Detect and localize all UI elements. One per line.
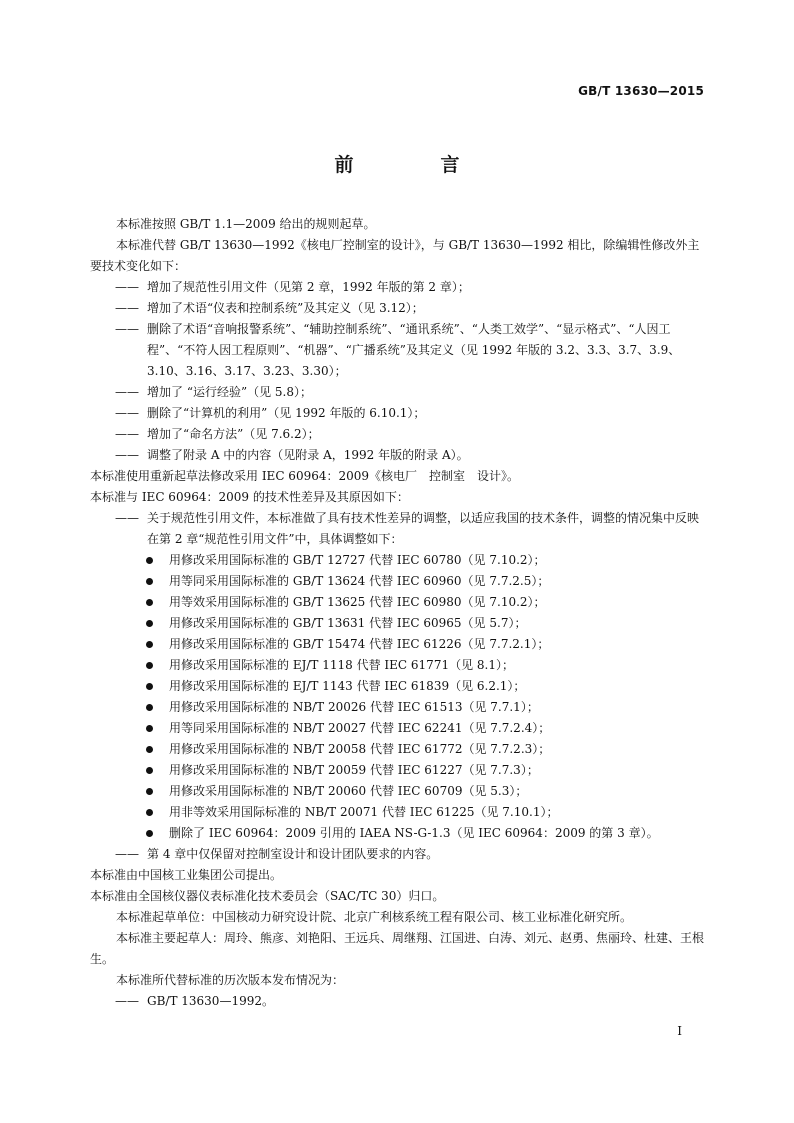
list-item (90, 823, 704, 844)
change-item (90, 424, 704, 445)
list-item-text: 用修改采用国际标准的 NB/T 20059 代替 IEC 61227（见 7.7.3）； (169, 763, 539, 777)
change-text: 增加了术语“仪表和控制系统”及其定义（见 3.12）； (147, 301, 424, 315)
change-text: 增加了 “运行经验”（见 5.8）； (147, 385, 312, 399)
difference-last-text: 第 4 章中仅保留对控制室设计和设计团队要求的内容。 (147, 847, 439, 861)
change-text: 增加了“命名方法”（见 7.6.2）； (147, 427, 320, 441)
change-text: 删除了“计算机的利用”（见 1992 年版的 6.10.1）； (147, 406, 426, 420)
bullet-icon (146, 620, 153, 627)
list-item-text: 用修改采用国际标准的 NB/T 20026 代替 IEC 61513（见 7.7.1）； (169, 700, 539, 714)
list-item (90, 760, 704, 781)
dash-mark: —— (115, 427, 139, 441)
bullet-icon (146, 662, 153, 669)
change-item (90, 445, 704, 466)
dash-mark: —— (115, 385, 139, 399)
dash-mark: —— (115, 280, 139, 294)
document-body (90, 214, 704, 1012)
list-item-text: 用修改采用国际标准的 GB/T 13631 代替 IEC 60965（见 5.7）； (169, 616, 527, 630)
list-item-text: 用修改采用国际标准的 GB/T 12727 代替 IEC 60780（见 7.10.2）； (169, 553, 546, 567)
difference-intro (90, 508, 704, 550)
page-title: 前 言 (334, 154, 494, 176)
bullet-icon (146, 725, 153, 732)
bullet-icon (146, 767, 153, 774)
list-item (90, 592, 704, 613)
paragraph-technical-differences: 本标准与 IEC 60964：2009 的技术性差异及其原因如下： (90, 490, 409, 504)
paragraph-committee: 本标准由全国核仪器仪表标准化技术委员会（SAC/TC 30）归口。 (90, 889, 445, 903)
bullet-icon (146, 683, 153, 690)
list-item (90, 571, 704, 592)
bullet-icon (146, 704, 153, 711)
list-item-text: 用修改采用国际标准的 NB/T 20060 代替 IEC 60709（见 5.3）； (169, 784, 528, 798)
dash-mark: —— (115, 322, 139, 336)
paragraph-drafters: 本标准主要起草人：周玲、熊彦、刘艳阳、王远兵、周继翔、江国进、白涛、刘元、赵勇、焦丽玲、杜建、王根生。 (90, 931, 705, 966)
paragraph-replaces: 本标准代替 GB/T 13630—1992《核电厂控制室的设计》，与 GB/T 13630—1992 相比，除编辑性修改外主要技术变化如下： (90, 238, 700, 273)
change-item (90, 382, 704, 403)
list-item (90, 676, 704, 697)
dash-mark: —— (115, 448, 139, 462)
list-item-text: 用等效采用国际标准的 GB/T 13625 代替 IEC 60980（见 7.10.2）； (169, 595, 546, 609)
bullet-icon (146, 557, 153, 564)
list-item (90, 802, 704, 823)
history-text: GB/T 13630—1992。 (147, 994, 274, 1008)
bullet-icon (146, 788, 153, 795)
list-item (90, 634, 704, 655)
list-item-text: 用修改采用国际标准的 GB/T 15474 代替 IEC 61226（见 7.7.2.1）； (169, 637, 550, 651)
paragraph-proposer: 本标准由中国核工业集团公司提出。 (90, 868, 283, 882)
list-item (90, 655, 704, 676)
change-text: 调整了附录 A 中的内容（见附录 A，1992 年版的附录 A）。 (147, 448, 469, 462)
list-item-text: 用等同采用国际标准的 NB/T 20027 代替 IEC 62241（见 7.7.2.4）； (169, 721, 551, 735)
list-item-text: 删除了 IEC 60964：2009 引用的 IAEA NS-G-1.3（见 IEC 60964：2009 的第 3 章）。 (169, 826, 659, 840)
difference-intro-text: 关于规范性引用文件，本标准做了具有技术性差异的调整，以适应我国的技术条件，调整的情况集中反映在第 2 章“规范性引用文件”中，具体调整如下： (147, 511, 700, 546)
difference-last-item (90, 844, 704, 865)
change-item (90, 277, 704, 298)
paragraph-iec-adoption: 本标准使用重新起草法修改采用 IEC 60964：2009《核电厂 控制室 设计》。 (90, 469, 520, 483)
paragraph-drafting-units: 本标准起草单位：中国核动力研究设计院、北京广利核系统工程有限公司、核工业标准化研究所。 (116, 910, 633, 924)
dash-mark: —— (115, 994, 139, 1008)
standard-code-header: GB/T 13630—2015 (578, 84, 704, 98)
bullet-icon (146, 641, 153, 648)
change-text: 删除了术语“音响报警系统”、“辅助控制系统”、“通讯系统”、“人类工效学”、“显示格式”、“人因工程”、“不符人因工程原则”、“机器”、“广播系统”及其定义（见 1992 年版的 3.2、3.3、3.7、3.9、3.10、3.16、3.17、3.23、3.30）； (147, 322, 681, 378)
bullet-icon (146, 599, 153, 606)
bullet-icon (146, 578, 153, 585)
history-item (90, 991, 704, 1012)
list-item (90, 739, 704, 760)
list-item (90, 697, 704, 718)
reference-adjustment-list (90, 550, 704, 844)
bullet-icon (146, 809, 153, 816)
list-item-text: 用等同采用国际标准的 GB/T 13624 代替 IEC 60960（见 7.7.2.5）； (169, 574, 550, 588)
dash-mark: —— (115, 406, 139, 420)
bullet-icon (146, 746, 153, 753)
list-item (90, 613, 704, 634)
list-item-text: 用修改采用国际标准的 NB/T 20058 代替 IEC 61772（见 7.7.2.3）； (169, 742, 551, 756)
list-item-text: 用非等效采用国际标准的 NB/T 20071 代替 IEC 61225（见 7.10.1）； (169, 805, 559, 819)
bullet-icon (146, 830, 153, 837)
list-item-text: 用修改采用国际标准的 EJ/T 1143 代替 IEC 61839（见 6.2.1）； (169, 679, 526, 693)
list-item (90, 718, 704, 739)
change-item (90, 298, 704, 319)
paragraph-history-intro: 本标准所代替标准的历次版本发布情况为： (116, 973, 345, 987)
paragraph-drafting-rules: 本标准按照 GB/T 1.1—2009 给出的规则起草。 (116, 217, 376, 231)
list-item (90, 781, 704, 802)
change-item (90, 403, 704, 424)
dash-mark: —— (115, 301, 139, 315)
change-item (90, 319, 704, 382)
list-item-text: 用修改采用国际标准的 EJ/T 1118 代替 IEC 61771（见 8.1）； (169, 658, 514, 672)
dash-mark: —— (115, 511, 139, 525)
list-item (90, 550, 704, 571)
change-text: 增加了规范性引用文件（见第 2 章，1992 年版的第 2 章）； (147, 280, 470, 294)
dash-mark: —— (115, 847, 139, 861)
page-number: Ⅰ (677, 1024, 682, 1038)
